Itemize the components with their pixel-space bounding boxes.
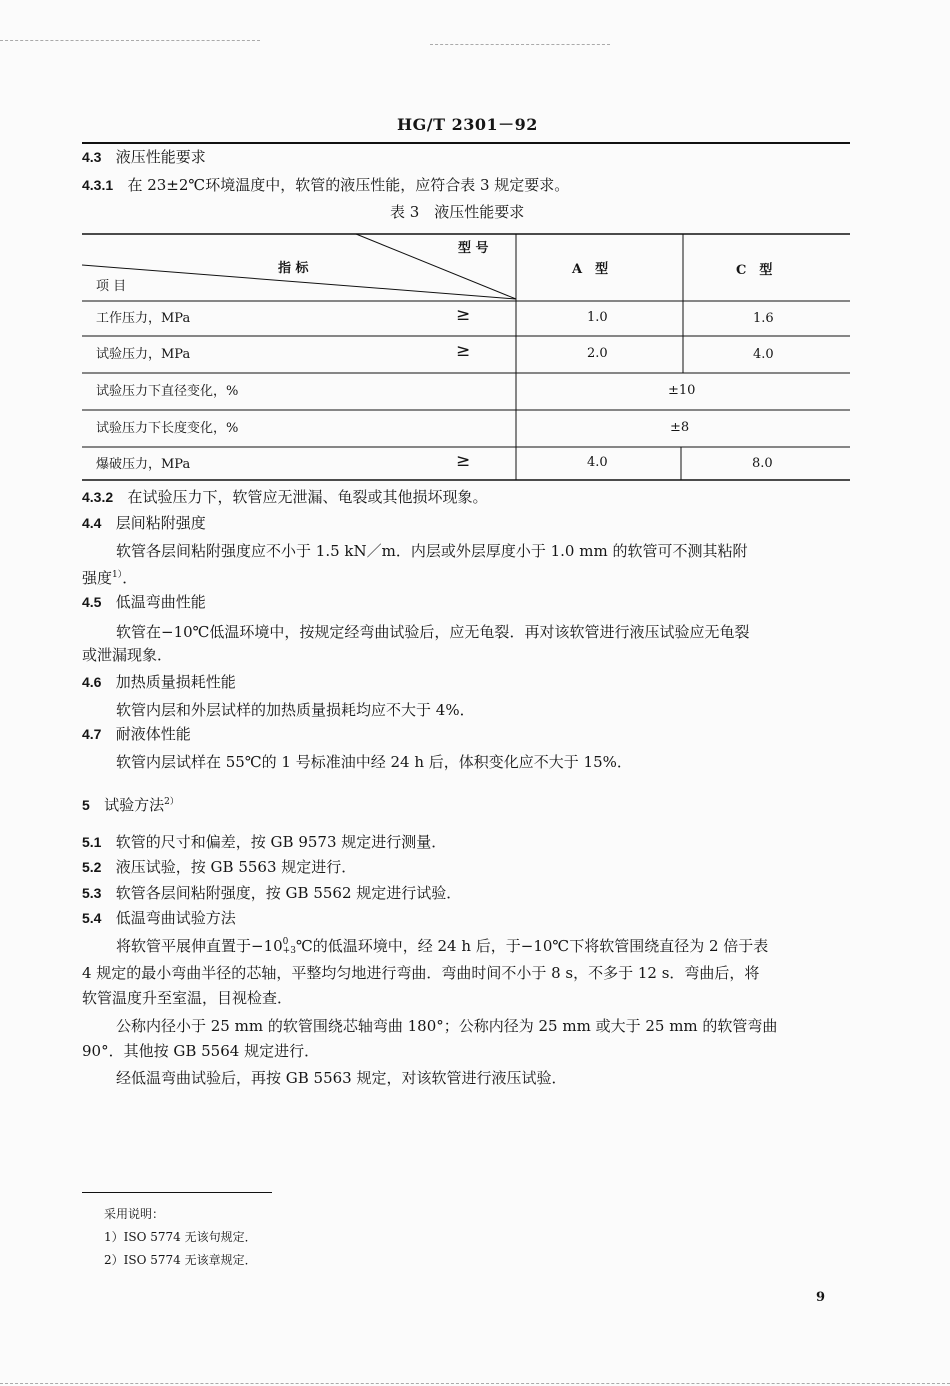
header-indicator: 指 标 (278, 261, 309, 276)
row-value-c: 4.0 (753, 347, 774, 362)
tolerance-stack: 0 +3 (282, 937, 296, 956)
hydraulic-performance-table (82, 233, 850, 481)
row-sym: ≥ (456, 451, 471, 471)
section-5-4-para-5: 90°．其他按 GB 5564 规定进行． (82, 1042, 320, 1060)
table-caption: 表 3 液压性能要求 (390, 203, 525, 221)
section-4-5-para-cont: 或泄漏现象． (82, 646, 173, 664)
section-4-5-para: 软管在−10℃低温环境中，按规定经弯曲试验后，应无龟裂．再对该软管进行液压试验应无龟裂 (116, 623, 750, 641)
scan-artifact-top (0, 40, 260, 41)
section-5-4-para-6: 经低温弯曲试验后，再按 GB 5563 规定，对该软管进行液压试验． (116, 1069, 567, 1087)
footnote-2: 2）ISO 5774 无该章规定． (104, 1253, 257, 1267)
header-col-c: C 型 (736, 263, 773, 278)
scan-artifact-top-right (430, 44, 610, 45)
section-4-4-para: 软管各层间粘附强度应不小于 1.5 kN／m．内层或外层厚度小于 1.0 mm 的软管可不测其粘附 (116, 542, 748, 560)
row-label: 试验压力下直径变化，% (96, 384, 239, 399)
row-value-a: 2.0 (587, 346, 608, 361)
section-5-4-para-1: 将软管平展伸直置于−10 0 +3 ℃的低温环境中，经 24 h 后，于−10℃下将软管围绕直径为 2 倍于表 (116, 937, 769, 956)
section-4-4-para-cont: 强度$^{1)}$． (82, 569, 138, 587)
standard-number: HG/T 2301－92 (397, 115, 538, 134)
section-5-4-heading: 5.4 低温弯曲试验方法 (82, 909, 236, 927)
row-value-merged: ±8 (670, 420, 690, 435)
section-5-4-para-2: 4 规定的最小弯曲半径的芯轴，平整均匀地进行弯曲．弯曲时间不小于 8 s，不多于 12 s．弯曲后，将 (82, 964, 760, 982)
section-5-2: 5.2 液压试验，按 GB 5563 规定进行． (82, 858, 357, 876)
row-label: 爆破压力，MPa (96, 457, 191, 472)
section-4-7-heading: 4.7 耐液体性能 (82, 725, 191, 743)
row-sym: ≥ (456, 305, 471, 325)
row-label: 试验压力，MPa (96, 347, 191, 362)
section-5-4-para-4: 公称内径小于 25 mm 的软管围绕芯轴弯曲 180°；公称内径为 25 mm 或大于 25 mm 的软管弯曲 (116, 1017, 778, 1035)
page-number: 9 (816, 1290, 826, 1305)
footnote-1: 1）ISO 5774 无该句规定． (104, 1230, 257, 1244)
section-4-4-heading: 4.4 层间粘附强度 (82, 514, 206, 532)
section-4-7-para: 软管内层试样在 55℃的 1 号标准油中经 24 h 后，体积变化应不大于 15%． (116, 753, 632, 771)
row-value-a: 1.0 (587, 310, 608, 325)
row-label: 工作压力，MPa (96, 311, 191, 326)
section-4-6-heading: 4.6 加热质量损耗性能 (82, 673, 236, 691)
row-label: 试验压力下长度变化，% (96, 421, 239, 436)
row-sym: ≥ (456, 341, 471, 361)
header-col-a: A 型 (572, 262, 609, 277)
section-4-3-1: 4.3.1 在 23±2℃环境温度中，软管的液压性能，应符合表 3 规定要求。 (82, 176, 570, 194)
section-5-heading: 5 试验方法$^{2)}$ (82, 796, 179, 814)
row-value-a: 4.0 (587, 455, 608, 470)
row-value-c: 1.6 (753, 311, 774, 326)
header-rule (82, 142, 850, 144)
section-5-4-para-3: 软管温度升至室温，目视检查． (82, 989, 293, 1007)
scan-artifact-bottom (0, 1383, 950, 1384)
row-value-merged: ±10 (668, 383, 696, 398)
footnote-rule (82, 1192, 272, 1193)
section-5-3: 5.3 软管各层间粘附强度，按 GB 5562 规定进行试验． (82, 884, 462, 902)
section-4-6-para: 软管内层和外层试样的加热质量损耗均应不大于 4%． (116, 701, 475, 719)
row-value-c: 8.0 (752, 456, 773, 471)
section-4-5-heading: 4.5 低温弯曲性能 (82, 593, 206, 611)
section-5-1: 5.1 软管的尺寸和偏差，按 GB 9573 规定进行测量． (82, 833, 447, 851)
header-type: 型 号 (458, 241, 489, 256)
section-4-3: 4.3 液压性能要求 (82, 148, 206, 166)
footnote-title: 采用说明： (104, 1207, 165, 1221)
header-item: 项 目 (96, 279, 127, 294)
section-4-3-2: 4.3.2 在试验压力下，软管应无泄漏、龟裂或其他损坏现象。 (82, 488, 488, 506)
